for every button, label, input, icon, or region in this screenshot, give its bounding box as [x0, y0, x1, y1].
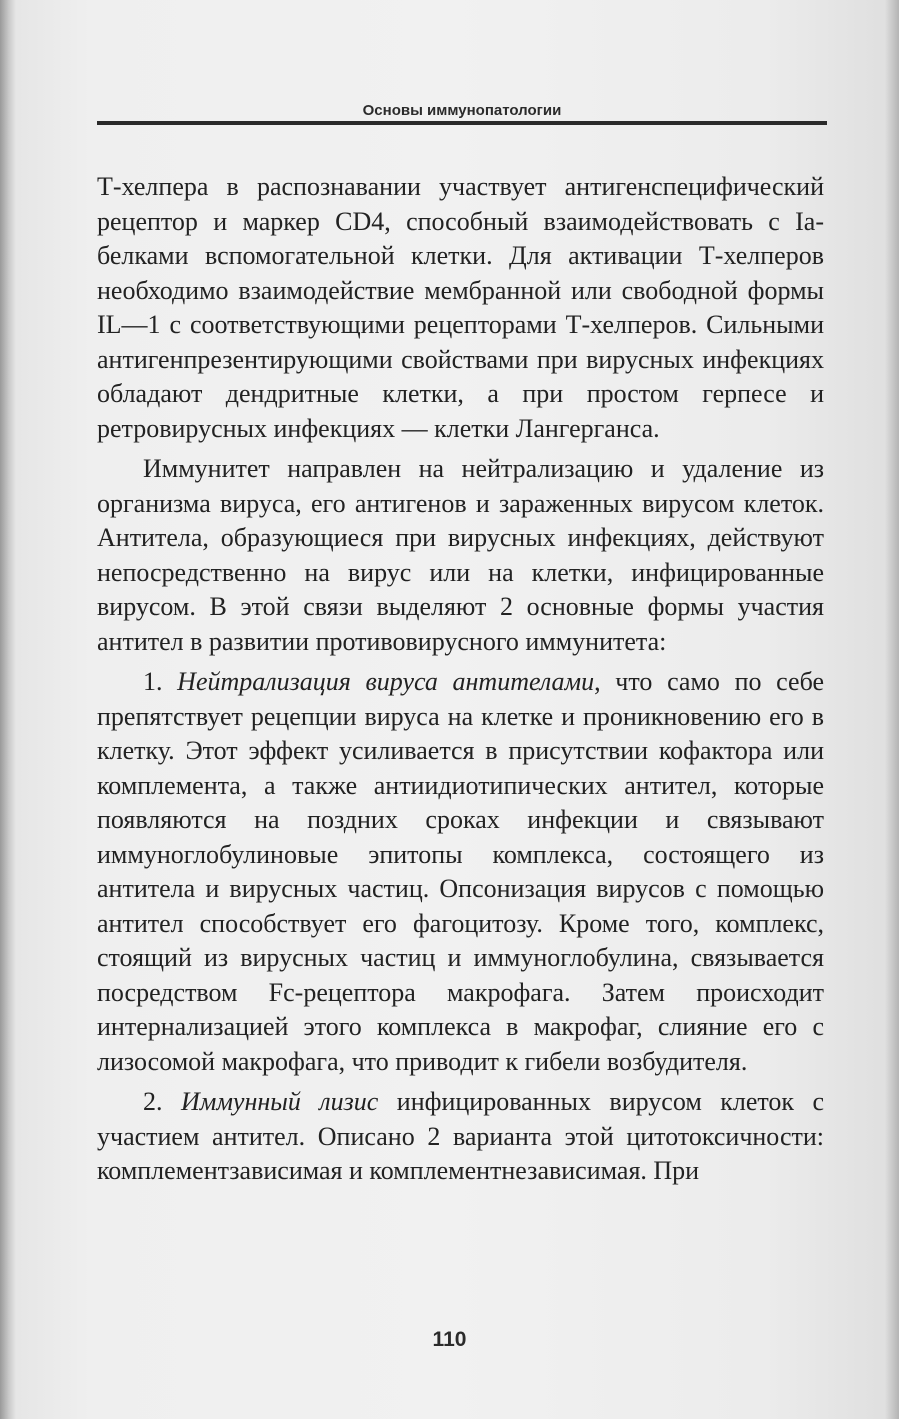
page-edge-shadow-left: [0, 0, 16, 1419]
list-item-2-term: Иммунный лизис: [180, 1087, 379, 1116]
body-text: [97, 170, 824, 1189]
list-item-1-term: Нейтрализация вируса антителами: [177, 667, 595, 696]
running-header-title: Основы иммунопатологии: [362, 102, 562, 119]
list-item-2-text: инфицированных вирусом клеток с участием антител. Описано 2 варианта этой цитотоксичности: комплементзависимая и комплементнезависимая. При: [97, 1087, 825, 1185]
page-edge-shadow-right: [885, 0, 899, 1419]
paragraph-2: Иммунитет направлен на нейтрализацию и удаление из организма вируса, его антигенов и зараженных вирусом клеток. Антитела, образующиеся при вирусных инфекциях, действуют непосредственно на вирус или на клетки, инфицированные вирусом. В этой связи выделяют 2 основные формы участия антител в развитии противовирусного иммунитета:: [97, 454, 824, 656]
page-number: 110: [432, 1328, 467, 1351]
list-item-1-text: , что само по себе препятствует рецепции вируса на клетке и проникновению его в клетку. Этот эффект усиливается в присутствии кофактора или комплемента, а также антиидиотипических антител, которые появляются на поздних сроках инфекции и связывают иммуноглобулиновые эпитопы комплекса, состоящего из антитела и вирусных частиц. Опсонизация вирусов с помощью антител способствует его фагоцитозу. Кроме того, комплекс, стоящий из вирусных частиц и иммуноглобулина, связывается посредством Fc-рецептора макрофага. Затем происходит интернализацией этого комплекса в макрофаг, слияние его с лизосомой макрофага, что приводит к гибели возбудителя.: [97, 667, 824, 1076]
list-item-2: [97, 1085, 824, 1189]
paragraph-1: Т-хелпера в распознавании участвует антигенспецифический рецептор и маркер CD4, способный взаимодействовать с Ia-белками вспомогательной клетки. Для активации Т-хелперов необходимо взаимодействие мембранной или свободной формы IL—1 с соответствующими рецепторами Т-хелперов. Сильными антигенпрезентирующими свойствами при вирусных инфекциях обладают дендритные клетки, а при простом герпесе и ретровирусных инфекциях — клетки Лангерганса.: [97, 172, 824, 443]
list-item-1-number: 1.: [143, 667, 178, 696]
list-item-1: [97, 665, 824, 1079]
list-item-2-number: 2.: [143, 1087, 181, 1116]
header-rule: [97, 121, 827, 125]
